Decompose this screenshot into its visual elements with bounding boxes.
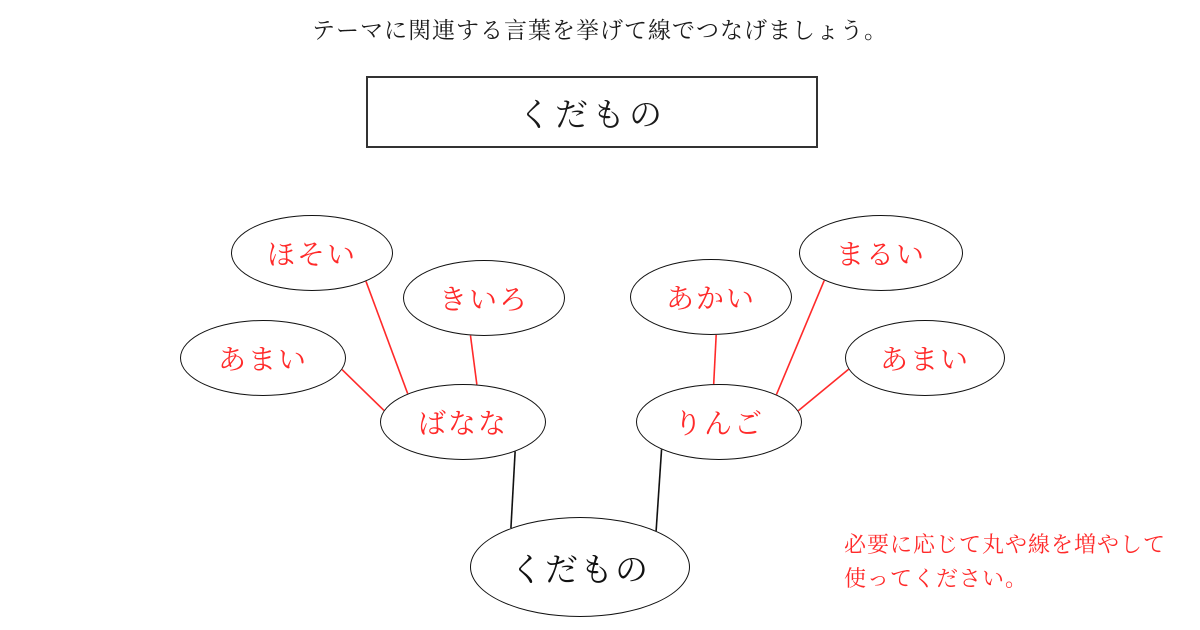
node-label: くだもの [510,550,650,588]
edge-ringo-amai-right [798,369,848,410]
node-label: きいろ [438,284,529,315]
theme-box [366,76,818,148]
node-ringo[interactable] [636,384,802,460]
node-label: あまい [217,344,308,375]
edge-center-banana [511,452,515,529]
node-amai-right[interactable] [845,320,1005,396]
node-amai-left[interactable] [180,320,346,396]
edge-banana-amai-left [342,370,384,411]
node-label: あかい [665,283,756,314]
node-kiiro[interactable] [403,260,565,336]
node-marui[interactable] [799,215,963,291]
theme-box-label: くだもの [518,95,666,133]
edge-ringo-akai [714,335,716,384]
node-label: ほそい [266,239,357,270]
node-center[interactable] [470,517,690,617]
node-label: りんご [673,408,764,439]
usage-note: 必要に応じて丸や線を増やして使ってください。 [844,532,1167,592]
node-akai[interactable] [630,259,792,335]
node-label: まるい [835,239,926,270]
node-hosoi[interactable] [231,215,393,291]
node-label: ばなな [417,408,508,439]
instruction-text: テーマに関連する言葉を挙げて線でつなげましょう。 [312,17,888,43]
edge-center-ringo [656,449,661,530]
edge-banana-hosoi [366,281,408,393]
edge-banana-kiiro [470,335,476,384]
node-banana[interactable] [380,384,546,460]
node-label: あまい [879,344,970,375]
